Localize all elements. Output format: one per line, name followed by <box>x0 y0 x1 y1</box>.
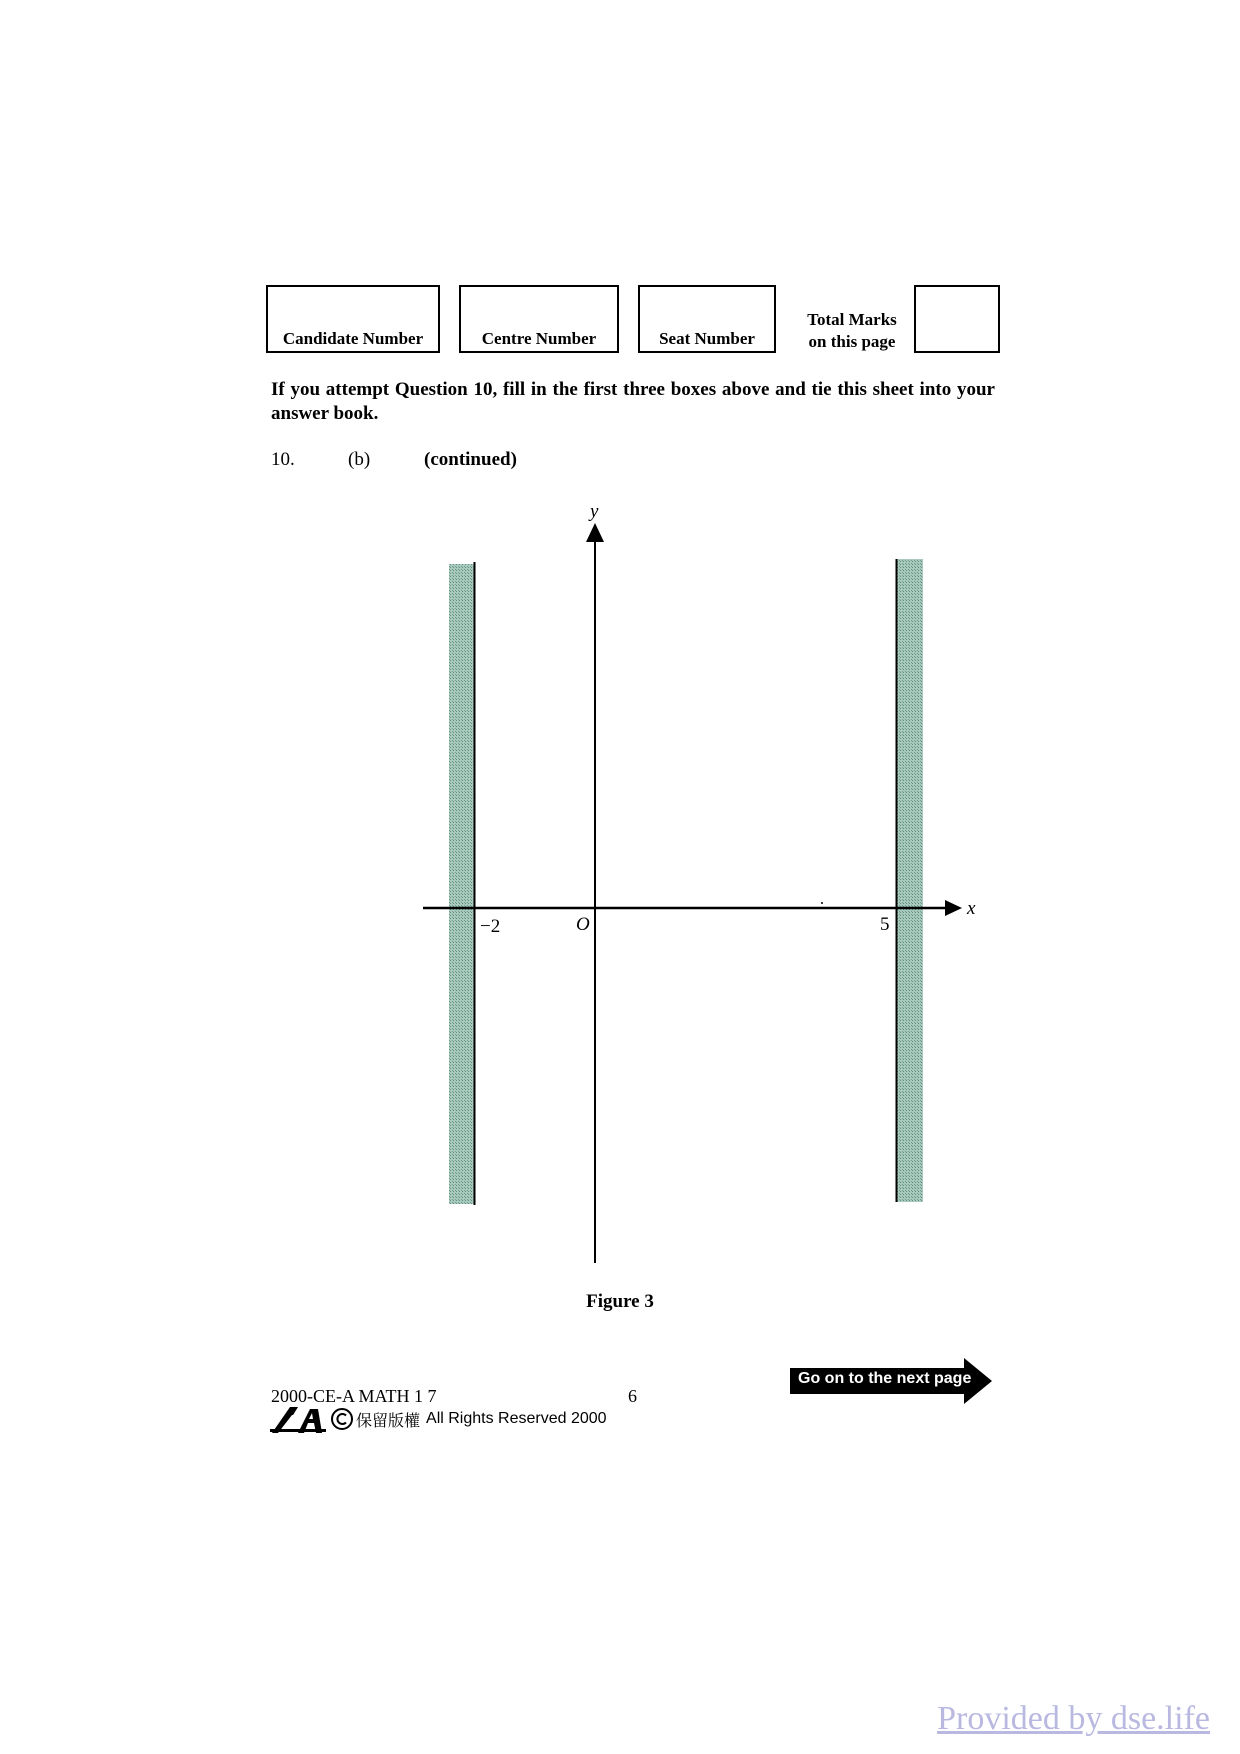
x-axis-label: x <box>967 898 976 919</box>
centre-number-box[interactable] <box>459 285 619 353</box>
hkeaa-logo-icon <box>268 1403 328 1435</box>
total-marks-line2: on this page <box>808 332 896 351</box>
copyright-icon <box>330 1407 354 1431</box>
question-number: 10. <box>271 449 295 470</box>
stray-dot <box>821 902 823 904</box>
x-axis-arrow <box>945 900 962 916</box>
tick-label-5: 5 <box>880 914 890 935</box>
next-page-indicator <box>790 1358 992 1404</box>
total-marks-line1: Total Marks <box>807 310 897 329</box>
paper-code: 2000-CE-A MATH 1 7 <box>271 1386 437 1406</box>
copyright-line <box>268 1402 607 1436</box>
page-number: 6 <box>628 1386 637 1406</box>
y-axis-arrow <box>586 523 604 542</box>
next-page-label: Go on to the next page <box>798 1370 972 1387</box>
provided-by-link[interactable]: Provided by dse.life <box>937 1700 1210 1737</box>
copyright-text: All Rights Reserved 2000 <box>426 1410 607 1427</box>
figure-caption: Figure 3 <box>586 1291 654 1312</box>
right-shaded-region <box>897 559 923 1202</box>
copyright-cjk: 保留版權 <box>356 1412 421 1430</box>
total-marks-box[interactable] <box>914 285 1000 353</box>
question-status: (continued) <box>424 449 517 470</box>
candidate-number-box[interactable] <box>266 285 440 353</box>
total-marks-label <box>792 309 912 353</box>
seat-number-box[interactable] <box>638 285 776 353</box>
centre-number-label: Centre Number <box>481 329 597 348</box>
left-shaded-region <box>449 564 474 1204</box>
candidate-number-label: Candidate Number <box>282 329 424 348</box>
seat-number-label: Seat Number <box>659 329 755 348</box>
instruction-text: If you attempt Question 10, fill in the first three boxes above and tie this sheet into your answer book. <box>271 379 995 424</box>
origin-label: O <box>576 914 590 935</box>
y-axis-label: y <box>590 501 599 522</box>
tick-label-minus-2: −2 <box>480 916 501 937</box>
question-part: (b) <box>348 449 371 470</box>
